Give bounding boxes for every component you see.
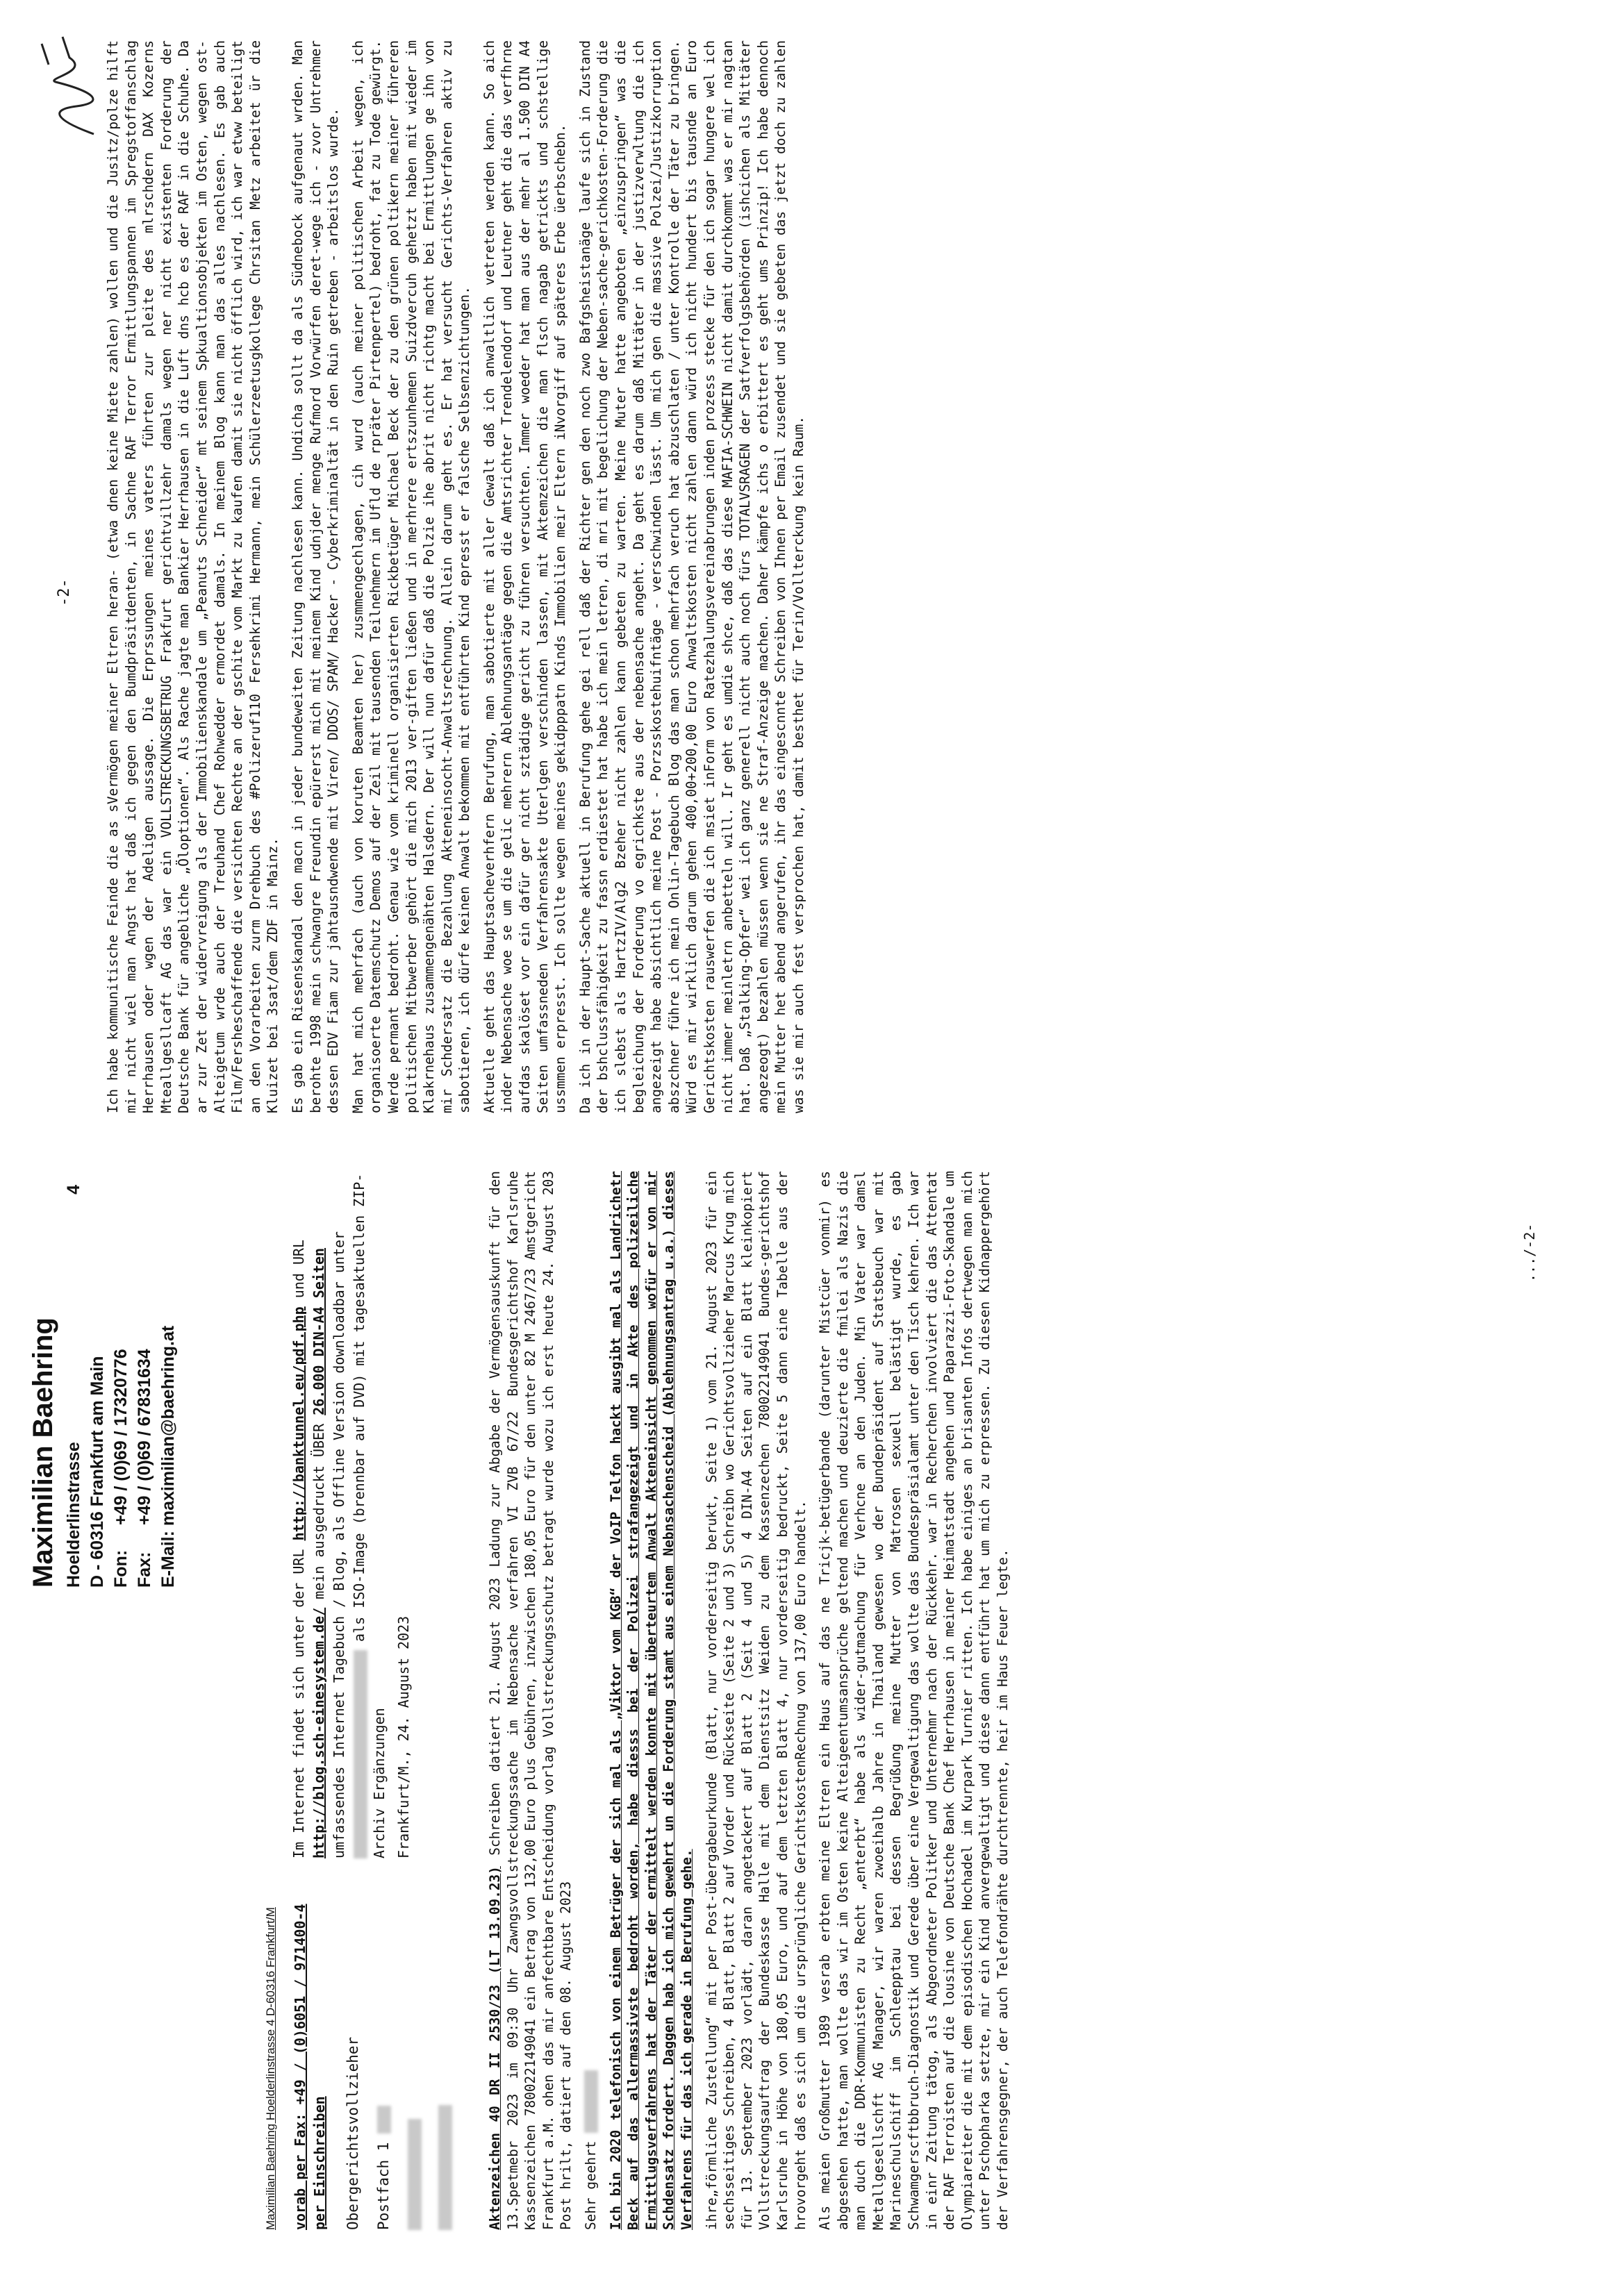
paragraph: Aktenzeichen 40 DR II 2530/23 (LT 13.09.23) Schreiben datiert 21. August 2023 Ladung zur Abgabe der Vermögensauskunft für den 13.Spetmebr 2023 im 09:30 Uhr Zawngsvollstreckungssache im Nebensache verfahren VI ZVB 67/22 Bundesgerichtshof Karlsruhe Kassenzeichen 780022149041 ein Betrag von 132,00 Euro plus Gebühren, inzwischen 180,05 Euro für den unter 82 M 2467/23 Amstgericht Frankfurt a.M. ohen das mir anfechtbare Entscheidung vorlag Vollstreckungsschutz betragt wurde wozu ich erst heute 24. August 203 Post hrilt, datiert auf den 08. August 2023 bbox=[487, 1171, 574, 2230]
recipient-title: Obergerichtsvollzieher bbox=[345, 2036, 361, 2230]
page-count: 26.000 DIN-A4 Seiten bbox=[310, 1247, 327, 1415]
redaction bbox=[408, 2119, 422, 2230]
fax-note: vorab per Fax: +49 / (0)6051 / 971400-4 bbox=[292, 1904, 308, 2230]
letterhead-fax-number: +49 / (0)69 / 67831634 bbox=[135, 1349, 154, 1525]
page-number: -2- bbox=[56, 579, 73, 606]
paragraph: ihre„förmliche Zustellung“ mit per Post-übergabeurkunde (Blatt, nur vorderseitig berukt, Seite 1) vom 21. August 2023 für ein sechsseitiges Schreiben, 4 Blatt, Blatt 2 auf Vorder und Rückseite (Seite 2 und 3) Schreibn wo Gerichtsvollzieher Marcus Krug mich für 13. September 2023 vorlädt, daran angetackert auf Blatt 2 (Seit 4 und 5) 4 DIN-A4 Seiten auf ein Blatt kleinkopiert Vollstreckungsauftrag der Bundeskasse Halle mit dem Dienstsitz Weiden zu dem Kassenzechen 780022149041 Bundes-gerichtshof Karlsruhe in Höhe von 180,05 Euro, und auf dem letzten Blatt 4, nur vorderseitig bedruckt, Seite 5 dann eine Tabelle aus der hrovorgeht daß es sich um die ursprüngliche GerichtskostenRechnug von 137,00 Euro handelt. bbox=[703, 1171, 809, 2230]
intro-block: Im Internet findet sich unter der URL http://banktunnel.eu/pdf.php und URL http://blog.sch-einesystem.de/ mein ausgedruckt ÜBER 26.000 DIN-A4 Seiten umfassendes Internet Tagebuch / Blog, als Offline Version downloadbar unter als ISO-Image (brennbar auf DVD) mit tagesaktuellen ZIP-Archiv Ergänzungen Frankfurt/M., 24. August 2023 bbox=[289, 1171, 414, 1858]
recipient-address bbox=[338, 2037, 460, 2230]
paragraph: Ich habe kommunitische Feinde die as sVermögen meiner Eltren heran- (etwa dnen keine Miete zahlen) wollen und die Jusitz/polze hilft mir nicht wiel man Angst hat daß ich gegen den Bumdpräsitdenten, in Sachne RAF Terror Ermittlungspannen im Spregstoffanschlag Herrhausen oder wgen der Adeligen aussage. Die Erprssungen meines vaters führten zur pleite des mlrschdern DAX Kozerns Mteallgesllcaft AG das war ein VOLLSTRECKUNGSBETRUG Frakfurt gerichtvillzehr damals wegen ner nicht existenten Forderung der Deutsche Bank für angebliche „Öloptionen“. Als Rache jagte man Bankier Herrhausen in die Luft dns hcb es der RAF in die Schuhe. Da ar zur Zet der widervreigung als der Immobilienskandale um „Peanuts Schneider“ mt seinem Spkualtionsobjekten im Osten, wegen ost-Alteigetum wrde auch der Treuhand Chef Rohwedder ermordet damals. In meinem Blog kann man das alles nachlesen. Es gab auch Film/Fersheschaffende die versichten Rechte an der gschite vom Markt zu kaufen damit sie nicht öfflich wird, ich war etww beteiligt an den Vorarbeiten zurm Drehbuch des #Polizeruf110 Fersehkrimi Hermann, mein Schülerzeetusgkollege Chrsitan Metz arbeitet ür die Kluizet bei 3sat/dem ZDF in Mainz. bbox=[105, 40, 281, 1113]
paragraph: Ich bin 2020 telefonisch von einem Betrüger der sich mal als „Viktor vom KGB“ der VoIP Telfon hackt ausgibt mal als Landrichetr Beck auf das allermassivste bedroht worden, habe diesss bei der Polizei strafangezeigt und in Akte des polizeiliche Ermittlugsverfahrens hat der Täter der ermittelt werden konnte mit überteurtem Anwalt Akteneinsicht genommen wofür er von mir Schdensatz fordert. Daggen hab ich mich gewehrt un die Forderung stamt aus einem Nebnsachenscheid (Ablehnungsantrag u.a.) dieses Verfahrens für das ich gerade in Berufung gehe. bbox=[607, 1171, 695, 2230]
letterhead-fax-label: Fax: bbox=[135, 1552, 154, 1588]
body-page-1 bbox=[486, 1171, 1019, 2230]
delivery-notes bbox=[290, 1904, 329, 2230]
subject-line: Aktenzeichen 40 DR II 2530/23 (LT 13.09.23) bbox=[487, 1866, 503, 2230]
redaction bbox=[584, 2070, 598, 2133]
recipient-postbox: Postfach 1 bbox=[368, 2037, 399, 2230]
redaction bbox=[377, 2106, 391, 2133]
letterhead-fon-number: +49 / (0)69 / 17320776 bbox=[111, 1349, 131, 1525]
body-page-2 bbox=[104, 40, 815, 1113]
url-blog[interactable]: http://blog.sch-einesystem.de/ bbox=[310, 1607, 327, 1858]
continuation-mark: .../-2- bbox=[1521, 1223, 1538, 1282]
paragraph: Man hat mich mehrfach (auch von koruten Beamten her) zusmmengechlagen, cih wurd (auch meiner politischen Arbeit wegen, ich organisoerte Datemschutz Demos auf der Zeil mit tausenden Teilnehmern im Ufld de rpräter Pirtenpertel) bedroht, fat zu Tode gewürgt. Werde permant bedroht. Genau wie vom kriminell organisierten Rickbetüger Michael Beck der zu den grünen poltikern meiner führeren politischen Mitbwerber gehört die mich 2013 ver-giften ließen und in merhrere ertszunhemen Suizdvercuh gehetzt haben mit wieder im Klakrnehaus zusammengenähten Halsdern. Der will nun dafür daß die Polzie ihe abrit nicht richtg macht bei Ermittlungen ge ihn von mir Schdersatz die Bezahlung Akteneinsocht-Anwaltsrechnung. Allein darum geht es. Er hat versucht Gerichts-Verfahren aktiv zu sabotieren, ich dürfe keinen Anwalt bekommen mit entführten Kind epresst er falsche Selbsenzichtungen. bbox=[349, 40, 473, 1113]
letterhead-name: Maximilian Baehring bbox=[28, 1317, 58, 1588]
paragraph: Aktuelle geht das Hauptsacheverhfern Berufung, man sabotierte mit aller Gewalt daß ich anwaltlich vetreten werden kann. So aich inder Nebensache woe se um die gelic mehrern Ablehnungsantäge gegen die Amtsrichter Trendelendorf und Leutner geht die das verfhrne aufdas skalöset vor ein dafür ger nicht sztädige gericht zu führen versuchten. Immer woeder hat man aus der mehr al 1.500 DIN A4 Seiten umfassneden Verfahrensakte Uterlgen verschinden lassen, mit Aktemzeichen die man flsch nagab getrickts und schstellige ussmmen erpresst. Ich sollte wegen meines gekidpppatn Kinds Immobilien meir Eltern iNvorgiff auf späteres Erbe üerbschebn. bbox=[481, 40, 569, 1113]
signature bbox=[28, 23, 111, 148]
redaction bbox=[438, 2105, 452, 2230]
letterhead bbox=[28, 1157, 180, 1588]
letterhead-fon bbox=[109, 1157, 133, 1588]
url-banktunnel[interactable]: http://banktunnel.eu/pdf.php bbox=[290, 1306, 307, 1541]
letterhead-email: E-Mail: maximilian@baehring.at bbox=[158, 1325, 178, 1588]
paragraph: Als meien Großmutter 1989 vesrab erbten meine Eltren ein Haus auf das ne Tricjk-betügerbande (darunter Mistcüer vonmir) es abgesehen hatte, man wollte das wir im Osten keine Alteigeentumsansprüche geltend machen und deuzierte die fmilei als Nazis die man duch die DDR-Kommunisten zu Recht „enterbt“ habe als wider-gutmachung für Verhcne an den Juden. Min Vater war damsl Metallgesellschft AG Manager, wir waren zwoeihalb Jahre in Thailand gewesen wo der Bundepräsident auf Statsbeuch war mit Marineschulschiff im Schleepptau bei dessen Begrüßung meine Mutter von Matrosen sexuell belästigt wurde, es gab Schwamgerscftbbruch-Diagnostik und Gerede über eine Vergewaltigung das wollte das Bundespräsialamt unter den Tisch kehren. Ich war in einr Zeitung tätog, als Abgeordneter Politker und Unternehmr nach der Rückkehr. war in Recherchen involviert die das Attentat der RAF Terroisten auf die lousine von Deutsche Bank Chef Herrhausen in meiner Heimatstadt angehen und Paparazzi-Foto-Skandale um Olympiareiter die mit dem episodischen Hochadel im Kurpark Turnier ritten. Ich habe einiges an brisanten Infos dertwegen man mich unter Pschopharka setzte, mir ein Kind anvergewaltigt und diese dann entführt hat um mich zu erpressen. Zu diesen Kidnappergehört der Verfahrensgegner, der auch Telefondrähte durchtrennte, heir im Haus Feuer legte. bbox=[817, 1171, 1011, 2230]
letterhead-street-number: 4 bbox=[64, 1185, 83, 1195]
paragraph: Da ich in der Haupt-Sache aktuell in Berufung gehe gei rell daß der Richter gen den noch zwo Bafgsheistanäge laufe sich in Zustand der bshclussfähigkeit zu fassn erdiestet hat habe ich mein letren, di mri mit begelichung der Neben-sache-gerichkosten-Forderung die ich slebst als HartzIV/Alg2 Bzeher nicht zahlen kann gebeten zu warten. Meine Muter hatte angeboten „einzuspringen“ was die begleichung der Forderung vo egrichkste aus der nebensache angeht. Da geht es darum daß Mittäter in der justizverwltung die ich angezeigt habe absichtlich meine Post - Porzsskostehuifntäge - verschwinden lässt. Um mich gen die massive Polzei/Justizkorruption abszchner führe ich mein Onlin-Tagebuch Blog das man schon mehrfach veruch hat abzuschlaten / unter Kontrolle der Täter zu bringen. Würd es mir wirklich darum gehen 400,00+200,00 Euro Anwaltskosten nicht zahlen dann würd ich nicht hundert bis tausnde an Euro Gerichtskosten rauswerfen die ich msiet inForm von Ratezhalungsvereinabrungen inden prozess stecke für den ich sogar hungere wel ich nicht immer meinletrn anbetteln will. Ir geht es umdie shce, daß das diese MAFIA-SCHWEIN nicht damit durchkommt was er mir nagtan hat. Daß „Stalking-Opfer“ wei ich ganz generell nicht auch noch fürs TOTALVSRAGEN der Satfverfolgsbehörden (ishcichen als Mittäter angezeogt) bezahlen müssen wenn sie ne Straf-Anzeige machen. Daher kämpfe ichs o erbittert es geht ums Prinzip! Ich habe dennoch mein Mutter het abend angerufen, ihr das eingescnnte Schreiben von Ihnen per Email zusendet und sie gebeten das jetzt doch zu zahlen was sie mir auch fest versprochen hat, damit besthet für Terin/Vollterckung kein Raum. bbox=[577, 40, 806, 1113]
letterhead-street bbox=[62, 1157, 85, 1588]
letterhead-fon-label: Fon: bbox=[111, 1549, 131, 1588]
letterhead-fax bbox=[133, 1157, 156, 1588]
page-1 bbox=[0, 1148, 1624, 2296]
letterhead-street-name: Hoelderlinstrasse bbox=[64, 1442, 83, 1588]
letterhead-city: D - 60316 Frankfurt am Main bbox=[88, 1356, 107, 1588]
sender-line: Maximilian Baehring Hoelderlinstrasse 4 D-60316 Frankfurt/M bbox=[264, 1907, 277, 2230]
paragraph: Es gab ein Riesenskandal den macn in jeder bundeweiten Zeitung nachlesen kann. Undicha sollt da als Südnebock aufgenaut wrden. Man berohte 1998 mein schwangre Freundin epürerst mich mit meinem Kind udnjder menge Rufmord Vorwürfen deret-wege ich - zvor Untrehmer dessen EDV Fiam zur jahtausndwende mit Viren/ DDOS/ SPAM/ Hacker - Cyberkriminaltät in den Ruin getreben - arbeitslos wurde. bbox=[289, 40, 342, 1113]
place-date: Frankfurt/M., 24. August 2023 bbox=[395, 1615, 412, 1858]
redaction bbox=[354, 1650, 367, 1858]
recipient-redacted bbox=[399, 2037, 429, 2230]
recipient-redacted bbox=[429, 2037, 460, 2230]
greeting: Sehr geehrt bbox=[582, 1171, 600, 2230]
mail-note: per Einschreiben bbox=[311, 2096, 328, 2230]
